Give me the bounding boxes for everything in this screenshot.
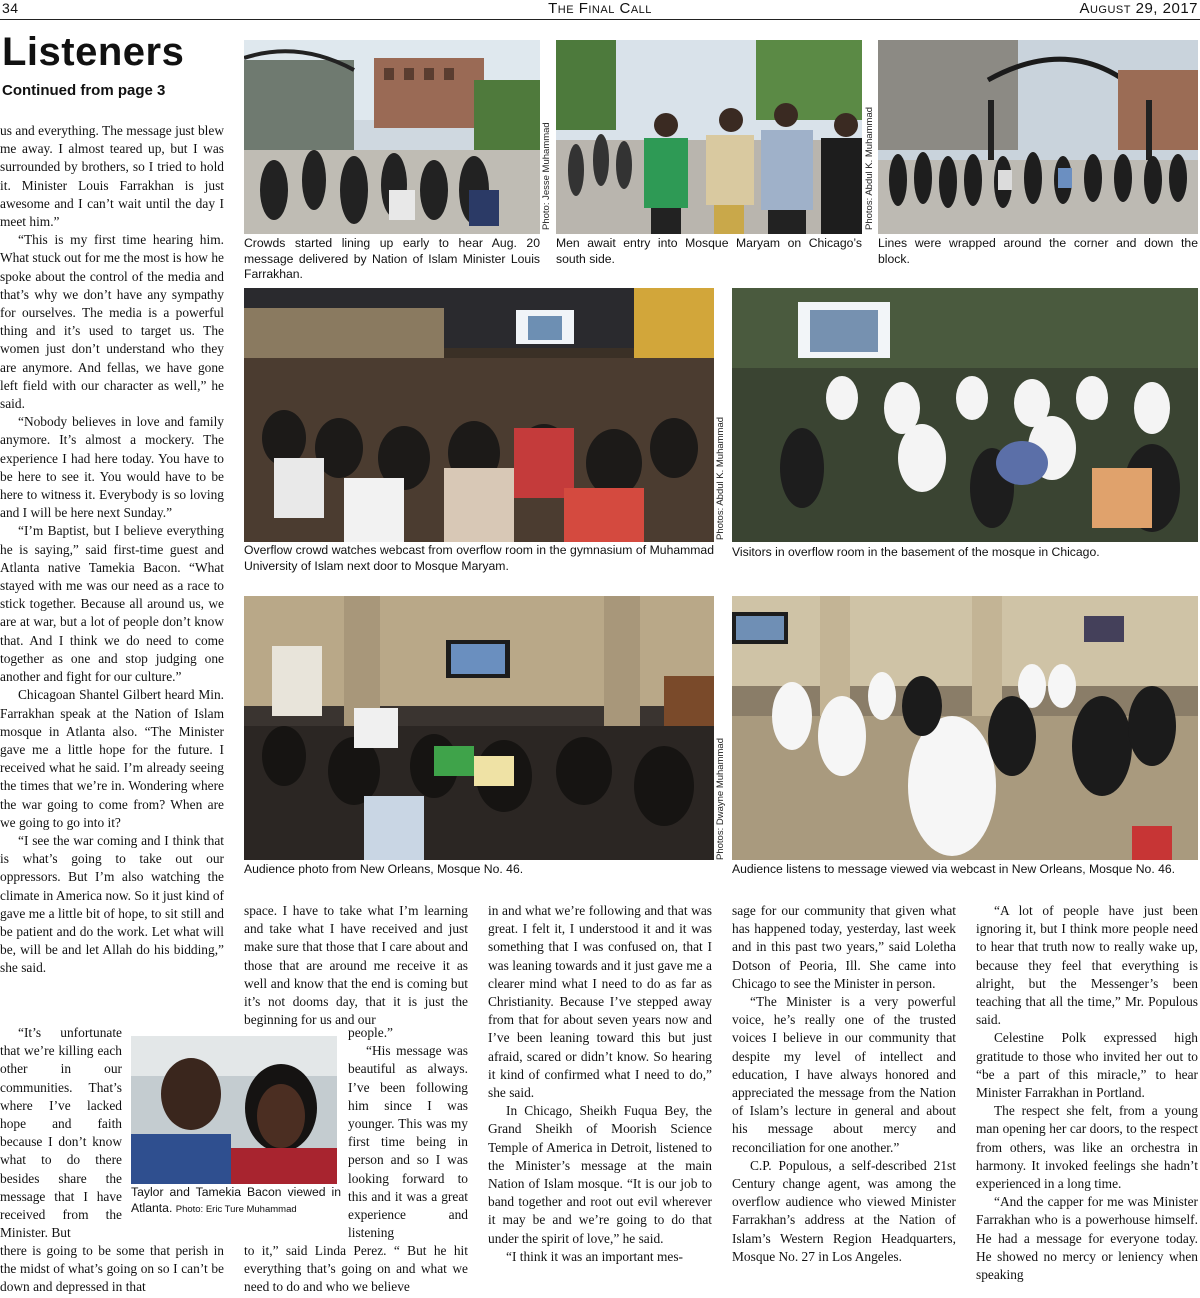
- photo-basement-overflow: [732, 288, 1198, 542]
- article-column-4: [732, 902, 956, 1266]
- paragraph: “I think it was an important mes-: [506, 1248, 684, 1264]
- photo-lines-around-block: [878, 40, 1198, 234]
- headline: Listeners: [2, 30, 185, 74]
- article-column-3: [488, 902, 712, 1266]
- paragraph: Chicagoan Shantel Gilbert heard Min. Farrakhan speak at the Nation of Islam mosque in Atlanta also. “The Minister gave me a little hope for the future. I received what he said. I’m already seeing the times that we’re in. Wondering where the war going to come from? When are we going to go into it?: [0, 687, 224, 830]
- paragraph: in and what we’re following and that was great. I felt it, I understood it and it was something that I was confused on, that I was leaning towards and it just gave me a clearer mind what I need to do as far as Christianity. Because I’ve stepped away from that for about seven years now and I’ve been leaning toward this but just afraid, scared or didn’t know. So hearing it kind of confirmed what I need to do,” she said.: [488, 903, 712, 1101]
- page-number: 34: [2, 0, 19, 16]
- photo-credit: Photo: Jesse Muhammad: [541, 122, 552, 230]
- paragraph: C.P. Populous, a self-described 21st Century change agent, was among the overflow audience who viewed Minister Farrakhan’s address at the Nation of Islam’s Western Region Headquarters, Mosque No. 27 in Los Angeles.: [732, 1157, 956, 1264]
- photo-caption: Visitors in overflow room in the basement of the mosque in Chicago.: [732, 545, 1100, 559]
- photo-taylor-tamekia-bacon: [131, 1036, 337, 1184]
- paragraph: “His message was beautiful as always. I’ve been following him since I was younger. This was my first time being in person and so I was looking forward to this and it was a great experience and listening: [348, 1043, 468, 1241]
- article-column-2: [244, 902, 468, 1029]
- paragraph: to it,” said Linda Perez. “ But he hit everything that’s going on and what we need to do and who we believe: [244, 1243, 468, 1295]
- continued-from: Continued from page 3: [2, 82, 166, 99]
- paragraph: “It’s unfortunate that we’re killing each other in our communities. That’s where I’ve lacked hope and faith because I don’t know what to do there besides share the message that I have received from the Minister. But: [0, 1025, 122, 1241]
- photo-credit: Photos: Abdul K. Muhammad: [864, 106, 875, 230]
- photo-caption: Overflow crowd watches webcast from overflow room in the gymnasium of Muhammad University of Islam next door to Mosque Maryam.: [244, 543, 714, 573]
- photo-street-crowd: [244, 40, 540, 234]
- photo-caption: Crowds started lining up early to hear Aug. 20 message delivered by Nation of Islam Minister Louis Farrakhan.: [244, 236, 540, 281]
- photo-new-orleans-webcast: [732, 596, 1198, 860]
- photo-men-awaiting-entry: [556, 40, 862, 234]
- photo-caption: Men await entry into Mosque Maryam on Chicago’s south side.: [556, 236, 862, 266]
- paragraph: “And the capper for me was Minister Farrakhan who is a powerhouse himself. He had a message for everyone today. He showed no mercy or leniency when speaking: [976, 1194, 1198, 1283]
- paragraph: “The Minister is a very powerful voice, he’s really one of the trusted voices I believe in our community that despite my level of intellect and education, I have always honored and appreciated the message from the Nation of Islam’s lecture in general and about his message about mercy and reconciliation for one another.”: [732, 994, 956, 1155]
- paragraph: “A lot of people have just been ignoring it, but I think more people need to hear that truth now to really wake up, because they feel that everything is alright, but the Messenger’s been teaching that all the time,” Mr. Populous said.: [976, 903, 1198, 1028]
- header-rule: [0, 19, 1200, 20]
- paragraph: us and everything. The message just blew me away. I almost teared up, but I was surrounded by brothers, so I tried to hold it. Minister Louis Farrakhan is just awesome and I can’t wait until the day I meet him.”: [0, 123, 224, 230]
- paragraph: The respect she felt, from a young man opening her car doors, to the respect from others, was like an orchestra in harmony. It invoked feelings she hadn’t experienced in a long time.: [976, 1103, 1198, 1192]
- photo-caption: Lines were wrapped around the corner and down the block.: [878, 236, 1198, 266]
- article-column-2-wrap: [348, 1024, 468, 1242]
- issue-date: August 29, 2017: [1079, 0, 1198, 17]
- paragraph: In Chicago, Sheikh Fuqua Bey, the Grand Sheikh of Moorish Science Temple of America in Detroit, listened to the Minister’s message at the main Nation of Islam mosque. “It is our job to band together and root out evil wherever it may be and we’re going to do that under the spirit of love,” he said.: [488, 1103, 712, 1246]
- article-column-1-bottom: [0, 1242, 224, 1297]
- caption-text: Taylor and Tamekia Bacon viewed in Atlanta.: [131, 1185, 341, 1215]
- photo-caption: [131, 1185, 341, 1217]
- photo-credit: Photos: Abdul K. Muhammad: [715, 416, 726, 540]
- article-column-1-wrap: [0, 1024, 122, 1242]
- photo-credit: Photos: Dwayne Muhammad: [715, 738, 726, 860]
- paragraph: Celestine Polk expressed high gratitude to those who invited her out to “be a part of this miracle,” to hear Minister Farrakhan in Portland.: [976, 1030, 1198, 1101]
- paragraph: “I see the war coming and I think that is what’s going to take out our oppressors. But I’m also watching the climate in America now. So it just kind of gave me a little bit of hope, to sit still and be patient and do the work. Let what will be, will be and let Allah do his bidding,” she said.: [0, 832, 224, 976]
- paragraph: “I’m Baptist, but I believe everything he is saying,” said first-time guest and Atlanta native Tamekia Bacon. “What stayed with me was our need as a race to stick together. Because all around us, we are at war, but a lot of people don’t know that. And I think we do need to come together as one and stop judging one another and fight for our culture.”: [0, 523, 224, 685]
- publication-name: The Final Call: [548, 0, 652, 17]
- photo-credit: Photo: Eric Ture Muhammad: [175, 1203, 297, 1215]
- paragraph: space. I have to take what I’m learning and take what I have received and just make sure that those that I care about and those that are around me receive it as well and know that the end is coming but it’s not dooms day, that it is just the beginning for us and our: [244, 903, 468, 1028]
- paragraph: sage for our community that given what has happened today, yesterday, last week and in this past two years,” said Loletha Dotson of Peoria, Ill. She came into Chicago to see the Minister in person.: [732, 903, 956, 991]
- paragraph: there is going to be some that perish in the midst of what’s going on so I can’t be down and depressed in that: [0, 1243, 224, 1295]
- paragraph: “Nobody believes in love and family anymore. It’s almost a mockery. The experience I had here today. You have to be here to see it. You would have to be here to witness it. Everybody is so loving and I will be here next Sunday.”: [0, 414, 224, 521]
- photo-new-orleans-audience: [244, 596, 714, 860]
- photo-caption: Audience listens to message viewed via webcast in New Orleans, Mosque No. 46.: [732, 862, 1176, 876]
- photo-gymnasium-overflow: [244, 288, 714, 542]
- article-column-1: [0, 122, 224, 978]
- photo-caption: Audience photo from New Orleans, Mosque No. 46.: [244, 862, 524, 876]
- article-column-2-bottom: [244, 1242, 468, 1297]
- paragraph: people.”: [348, 1025, 393, 1040]
- article-column-5: [976, 902, 1198, 1284]
- paragraph: “This is my first time hearing him. What stuck out for me the most is how he spoke about the control of the media and that’s why we don’t have any sympathy for ourselves. The media is a powerful thing and it’s used to target us. The women just don’t understand who they are anymore. And fellas, we have gone left field with our character as well,” he said.: [0, 232, 224, 412]
